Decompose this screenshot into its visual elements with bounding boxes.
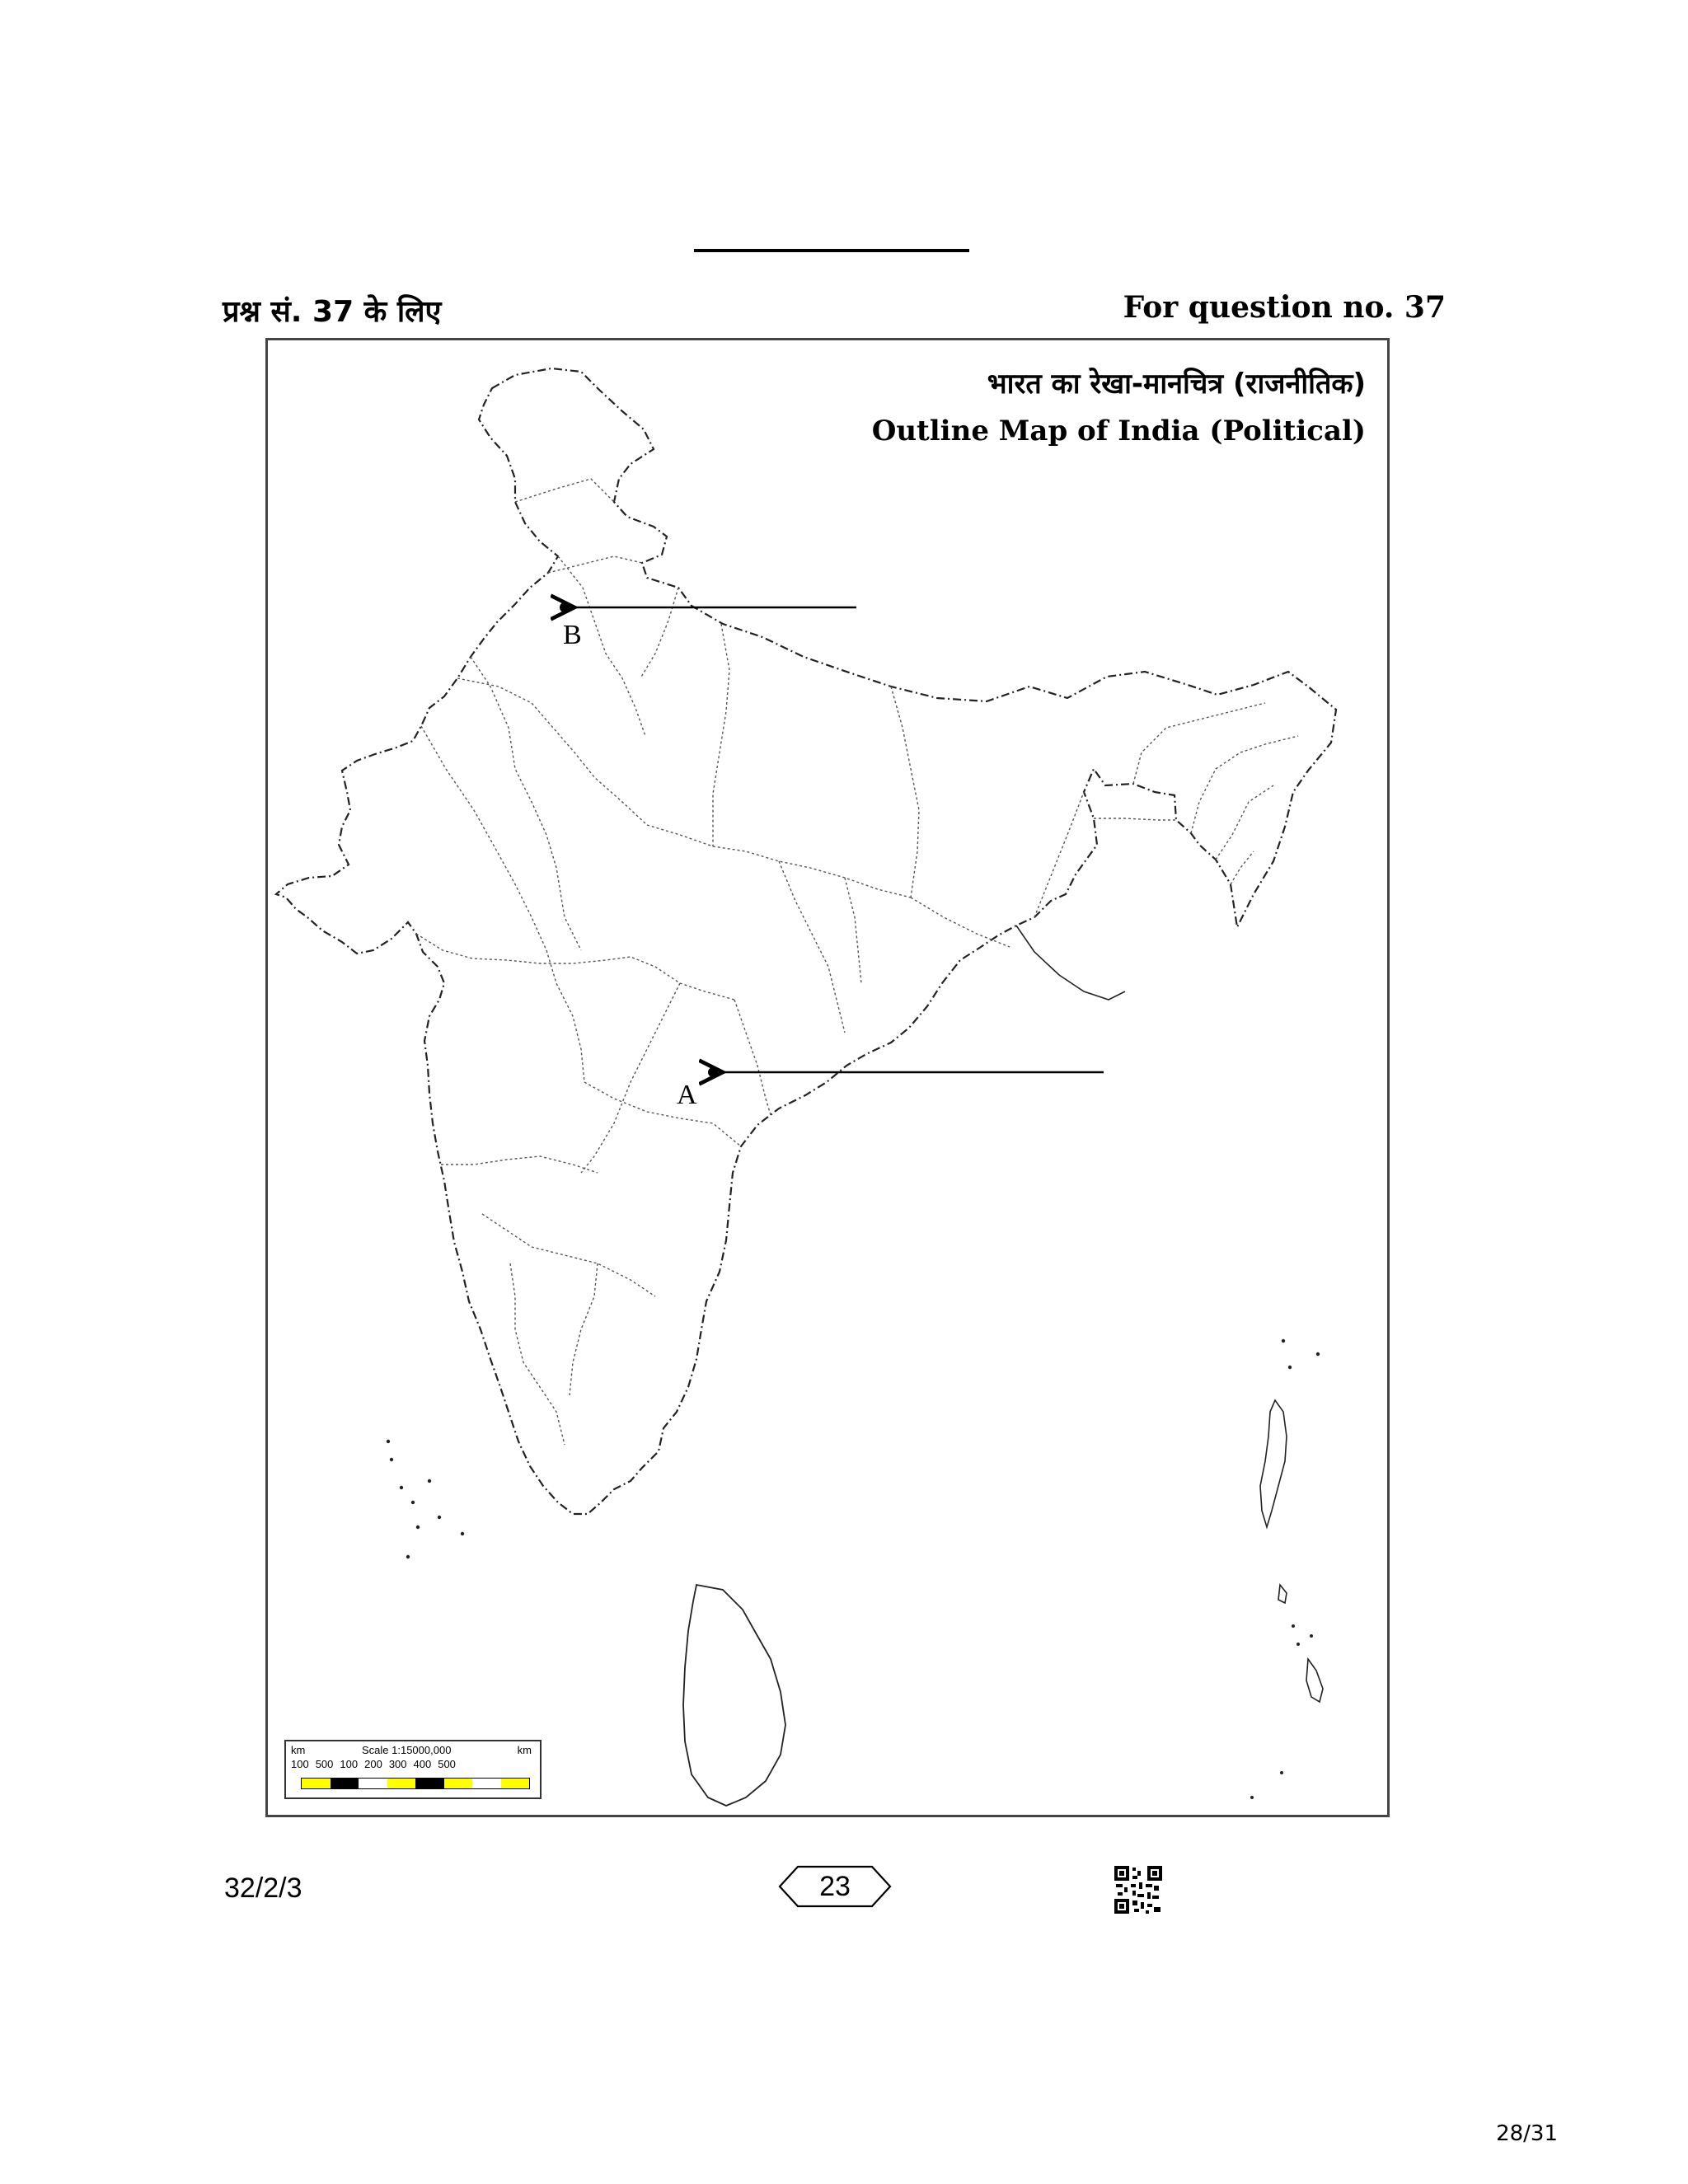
- paper-code: 32/2/3: [224, 1872, 302, 1904]
- page-number: 23: [819, 1871, 851, 1902]
- scale-tick: 100: [291, 1758, 309, 1770]
- qr-code-icon: [1114, 1866, 1162, 1914]
- india-national-boundary: [276, 368, 1336, 1514]
- question-label-english: For question no. 37: [1123, 290, 1446, 325]
- scale-bar-segment: [359, 1779, 387, 1788]
- marker-b: [560, 602, 856, 650]
- marker-b-label: B: [563, 620, 582, 650]
- scale-bar-segment: [501, 1779, 530, 1788]
- scale-title: Scale 1:15000,000: [362, 1744, 452, 1756]
- scale-tick: 300: [388, 1758, 407, 1770]
- island-dots: [387, 1339, 1320, 1799]
- marker-a: [677, 1067, 1104, 1110]
- scale-unit-right: km: [517, 1744, 532, 1756]
- map-title-hindi: भारत का रेखा-मानचित्र (राजनीतिक): [987, 368, 1366, 401]
- scale-bar-segment: [387, 1779, 416, 1788]
- map-title-english: Outline Map of India (Political): [871, 415, 1366, 448]
- map-scale-legend: [284, 1740, 542, 1799]
- scale-ticks: [291, 1758, 456, 1770]
- page-counter: 28/31: [1496, 2121, 1558, 2146]
- top-divider: [694, 249, 969, 252]
- scale-tick: 500: [438, 1758, 456, 1770]
- marker-a-label: A: [677, 1080, 697, 1110]
- andaman-nicobar-islands: [1260, 1400, 1323, 1702]
- scale-bar-segment: [415, 1779, 444, 1788]
- scale-tick: 500: [315, 1758, 334, 1770]
- question-label-hindi: प्रश्न सं. 37 के लिए: [223, 295, 442, 329]
- scale-bar-segment: [331, 1779, 359, 1788]
- scale-bar-segment: [302, 1779, 331, 1788]
- scale-tick: 100: [340, 1758, 359, 1770]
- sri-lanka-outline: [683, 1585, 785, 1806]
- map-frame: [265, 338, 1390, 1817]
- scale-tick: 200: [364, 1758, 382, 1770]
- scale-bar-segment: [444, 1779, 473, 1788]
- scale-unit-left: km: [291, 1744, 306, 1756]
- scale-tick: 400: [413, 1758, 432, 1770]
- state-boundaries: [416, 479, 1298, 1445]
- scale-bar-segment: [472, 1779, 501, 1788]
- india-outline-map: [268, 340, 1387, 1815]
- scale-bar: [301, 1778, 530, 1789]
- page-number-badge: [776, 1864, 893, 1909]
